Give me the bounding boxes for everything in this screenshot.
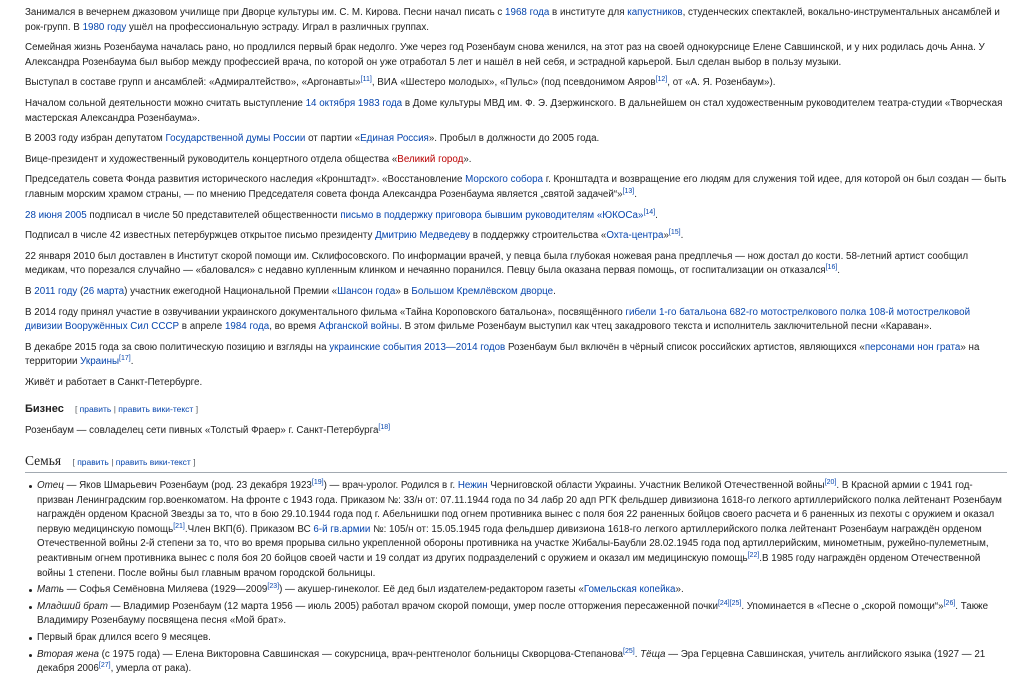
- text-run: , от «А. Я. Розенбаум»).: [667, 77, 776, 89]
- footnote-ref-sup: [312, 479, 324, 486]
- text-run: .: [634, 648, 641, 660]
- paragraph: [25, 285, 1007, 300]
- business-heading-text: Бизнес: [25, 403, 64, 416]
- text-run: (с 1975 года) — Елена Викторовна Савшинская — сокурсница, врач-рентгенолог больницы Скворцова-Степанова: [98, 648, 623, 660]
- text-run: в Доме культуры МВД им. Ф. Э. Дзержинского. В дальнейшем он стал художественным руководителем театра-студии «Творческая мастерская Александра Розенбаума».: [25, 97, 1003, 124]
- text-run: В декабре 2015 года за свою политическую позицию и взгляды на: [25, 341, 330, 353]
- text-run: в институте для: [549, 7, 628, 18]
- text-run: В 2014 году принял участие в озвучивании украинского документального фильма «Тайна Короповского батальона», посвящённого: [25, 306, 626, 318]
- business-edit-links: [ править | править вики-текст ]: [74, 404, 199, 415]
- paragraph: [25, 376, 1007, 391]
- text-run: в поддержку строительства «: [470, 230, 607, 242]
- footnote-ref[interactable]: [12]: [655, 76, 668, 84]
- article-link[interactable]: Морского собора: [465, 174, 544, 186]
- text-run: . Также Владимиру Розенбауму посвящена песня «Мой брат».: [37, 600, 989, 627]
- text-run: Занимался в вечернем джазовом училище при Дворце культуры им. С. М. Кирова. Песни начал писать с: [25, 7, 506, 18]
- family-list-item: [37, 600, 1007, 629]
- family-list: [25, 479, 1007, 677]
- family-list-item: [37, 648, 1007, 677]
- article-link[interactable]: Большом Кремлёвском дворце: [411, 285, 554, 297]
- paragraph: [25, 41, 1007, 70]
- article-link[interactable]: 28 июня: [25, 209, 63, 221]
- text-run: ) — акушер-гинеколог. Её дед был издателем-редактором газеты «: [279, 584, 584, 596]
- text-run: . Упоминается в «Песне о „скорой помощи“»: [741, 600, 944, 612]
- text-run: (: [77, 285, 84, 297]
- paragraph: [25, 76, 1007, 91]
- text-run: » на территории: [25, 341, 980, 368]
- text-run: » в: [395, 285, 412, 297]
- text-run: .: [655, 209, 658, 221]
- footnote-ref[interactable]: [11]: [360, 76, 372, 84]
- footnote-ref-sup: [944, 600, 956, 607]
- paragraph: [25, 173, 1007, 202]
- text-run: . В Красной армии с 1941 год-призван Ленинградским гор.военкоматом. На фронте с 1943 года. Приказом №: 33/н от: 07.11.1944 года по 34 лабр 20 адп РГК фельдшер дивизиона 1618-го легкого артиллерийского полка лейтенант Розенбаум награждён орденом Красной Звезды за то, что в бою 29.10.1944 года под г. Абельнишки под огнем противника вынес с поля боя 22 раненных бойцов своего расчета и 6 раненных из пехоты с оружием и оказал первую медицинскую помощь: [37, 480, 1002, 535]
- family-edit-link[interactable]: править: [77, 457, 109, 468]
- business-paragraph: Розенбаум — совладелец сети пивных «Толстый Фраер» г. Санкт-Петербурга[18]: [25, 424, 391, 437]
- text-run: , ВИА «Шестеро молодых», «Пульс» (под псевдонимом Аяров: [371, 77, 656, 89]
- article-link[interactable]: Вооружённых Сил СССР: [65, 321, 180, 333]
- text-run: »: [663, 230, 669, 242]
- text-run: — Яков Шмарьевич Розенбаум (род. 23 декабря 1923: [63, 480, 312, 492]
- article-link[interactable]: украинские события 2013—2014 годов: [329, 341, 506, 353]
- footnote-ref[interactable]: [25]: [729, 599, 742, 607]
- text-run: .В 1985 году награждён орденом Отечественной войны 1 степени. После войны был главным врачом городской больницы.: [37, 553, 981, 579]
- italic-text: Младший брат: [37, 600, 108, 612]
- text-run: ) участник ежегодной Национальной Премии «: [124, 285, 338, 297]
- footnote-ref-sup: [656, 76, 668, 83]
- business-heading: [25, 402, 1007, 416]
- footnote-ref[interactable]: [27]: [98, 662, 111, 670]
- text-run: Розенбаум был включён в чёрный список российских артистов, являющихся «: [505, 341, 865, 353]
- paragraph: [25, 229, 1007, 244]
- text-run: .: [634, 188, 637, 200]
- family-list-item: [37, 631, 1007, 646]
- footnote-ref-sup: [623, 188, 635, 195]
- business-edit-source-link[interactable]: править вики-текст: [118, 404, 194, 415]
- article-body: [25, 6, 1007, 679]
- footnote-ref-sup: [173, 523, 185, 530]
- text-run: , во время: [269, 321, 319, 333]
- family-list-item: [37, 583, 1007, 598]
- text-run: Семейная жизнь Розенбаума началась рано, но продлился первый брак недолго. Уже через год Розенбаум снова женился, на этот раз на своей однокурснице Елене Савшинской, и у них родилась дочь Анна. У Александра Розенбаума был выбор между профессией врача, по которой он уже отработал 5 лет и нашёл в ней себя, и эстрадной карьерой. Был сделан выбор в пользу музыки.: [25, 42, 985, 68]
- text-run: Подписал в числе 42 известных петербуржцев открытое письмо президенту: [25, 230, 376, 242]
- footnote-ref-sup: [267, 583, 279, 590]
- text-run: Началом сольной деятельности можно считать выступление: [25, 97, 306, 109]
- footnote-ref-sup: [748, 552, 760, 559]
- footnote-ref[interactable]: [17]: [119, 355, 131, 363]
- footnote-ref[interactable]: [16]: [825, 264, 838, 272]
- text-run: в апреле: [179, 321, 225, 333]
- text-run: Председатель совета Фонда развития исторического наследия «Кронштадт». «Восстановление: [25, 174, 466, 186]
- text-run: В: [25, 285, 35, 297]
- text-run: .: [680, 230, 684, 242]
- family-list-item: [37, 479, 1007, 581]
- text-run: — Софья Семёновна Миляева (1929—2009: [64, 584, 268, 596]
- footnote-ref-sup: [669, 229, 681, 236]
- article-link[interactable]: письмо в поддержку приговора бывшим руководителям «ЮКОСа»: [340, 209, 644, 221]
- text-run: , студенческих спектаклей, вокально-инструментальных ансамблей и рок-групп. В: [25, 7, 1000, 33]
- text-run: Первый брак длился всего 9 месяцев.: [37, 632, 211, 643]
- article-link[interactable]: капустников: [627, 7, 683, 18]
- italic-text: Мать: [37, 584, 65, 596]
- article-link[interactable]: Шансон года: [337, 285, 396, 297]
- article-link[interactable]: 2011 году: [34, 285, 78, 297]
- footnote-ref-sup: [730, 600, 742, 607]
- footnote-ref[interactable]: [24]: [717, 599, 730, 607]
- article-link[interactable]: 1980 году: [82, 21, 127, 33]
- family-heading-text: Семья: [25, 453, 62, 469]
- footnote-ref[interactable]: [13]: [622, 187, 635, 195]
- text-run: г. Кронштадта и возвращение его людям для служения той идее, для которой он был создан — быть главным морским храмом страны, — по мнению Председателя совета фонда Александра Розенбаума является „святой задачей“»: [25, 174, 1007, 200]
- article-link[interactable]: Охта-центра: [606, 230, 664, 242]
- text-run: — Эра Герцевна Савшинская, учитель английского языка (1927 — 21 декабря 2006: [37, 648, 986, 675]
- footnote-ref-sup: [623, 648, 635, 655]
- footnote-ref-sup: [825, 479, 837, 486]
- article-link[interactable]: 26 марта: [83, 285, 125, 297]
- family-heading: [25, 452, 1007, 473]
- family-edit-source-link[interactable]: править вики-текст: [115, 457, 191, 468]
- footnote-ref-sup: [99, 662, 111, 669]
- article-link[interactable]: 2005: [64, 209, 87, 221]
- article-link[interactable]: Государственной думы России: [165, 133, 306, 145]
- footnote-ref-sup: [826, 264, 838, 271]
- text-run: . В этом фильме Розенбаум выступил как чтец закадрового текста и исполнитель заключительной песни «Караван».: [399, 321, 932, 333]
- footnote-ref-sup: [718, 600, 730, 607]
- article-link[interactable]: Гомельская копейка: [583, 584, 676, 596]
- footnote-ref[interactable]: [19]: [311, 479, 324, 487]
- article-link[interactable]: 6-й гв.армии: [313, 523, 371, 535]
- article-link[interactable]: 14 октября: [305, 97, 356, 109]
- text-run: — Владимир Розенбаум (12 марта 1956 — июль 2005) работал врачом скорой помощи, умер после отторжения пересаженной почки: [107, 600, 718, 612]
- paragraph: [25, 6, 1007, 35]
- text-run: .: [553, 285, 556, 297]
- text-run: ».: [675, 584, 684, 596]
- footnote-ref[interactable]: [25]: [623, 647, 635, 655]
- text-run: Черниговской области Украины. Участник Великой Отечественной войны: [487, 480, 825, 492]
- text-run: .: [130, 356, 134, 368]
- text-run: Живёт и работает в Санкт-Петербурге.: [25, 376, 203, 388]
- footnote-ref[interactable]: [26]: [943, 599, 956, 607]
- footnote-ref[interactable]: [18]: [378, 424, 391, 432]
- text-run: ».: [463, 153, 472, 165]
- paragraph: [25, 132, 1007, 147]
- text-run: , умерла от рака).: [110, 663, 192, 675]
- text-run: подписал в числе 50 представителей общественности: [86, 209, 341, 221]
- text-run: от партии «: [305, 133, 361, 145]
- article-link[interactable]: Афганской войны: [318, 321, 400, 333]
- paragraph: [25, 209, 1007, 224]
- paragraph: [25, 97, 1007, 126]
- article-link[interactable]: Дмитрию Медведеву: [375, 230, 471, 242]
- text-run: ушёл на профессиональную эстраду. Играл в различных группах.: [126, 21, 430, 33]
- article-link[interactable]: 1968 года: [505, 7, 550, 18]
- text-run: №: 105/н от: 15.05.1945 года фельдшер дивизиона 1618-го легкого артиллерийского полка лейтенант Розенбаум награждён орденом Отечественной войны 2-й степени за то, что во время прорыва сильно укрепленной обороны противника на участке Жибалы-Баубли 28.02.1945 года под артиллерийским, минометным, ружейно-пулеметным, реактивным огнем противника вынес с поля боя 20 бойцов своей части и 19 солдат из других подразделений с оружием и оказал им медицинскую помощь: [37, 523, 989, 565]
- article-link[interactable]: персонами нон грата: [864, 341, 961, 353]
- paragraph: [25, 153, 1007, 168]
- paragraph: [25, 306, 1007, 335]
- footnote-ref[interactable]: [20]: [824, 479, 837, 487]
- article-link[interactable]: Нежин: [457, 480, 488, 492]
- paragraph: [25, 250, 1007, 279]
- missing-article-link[interactable]: Великий город: [397, 153, 464, 165]
- footnote-ref[interactable]: [23]: [267, 583, 280, 591]
- biography-paragraphs: [25, 6, 1007, 390]
- footnote-ref-sup: [643, 209, 655, 216]
- business-edit-link[interactable]: править: [79, 404, 112, 415]
- text-run: Вице-президент и художественный руководитель концертного отдела общества «: [25, 153, 398, 165]
- paragraph: [25, 341, 1007, 370]
- italic-text: Вторая жена: [37, 648, 99, 660]
- footnote-ref[interactable]: [21]: [173, 522, 185, 530]
- article-link[interactable]: Единая Россия: [360, 133, 429, 145]
- italic-text: Отец: [37, 480, 64, 492]
- text-run: .: [837, 265, 841, 277]
- text-run: ) — врач-уролог. Родился в г.: [323, 480, 458, 492]
- text-run: .Член ВКП(б). Приказом ВС: [184, 523, 314, 535]
- article-link[interactable]: гибели 1-го батальона 682-го мотострелкового полка 108-й мотострелковой дивизии: [25, 306, 971, 333]
- text-run: В 2003 году избран депутатом: [25, 133, 166, 145]
- footnote-ref-sup: [361, 76, 372, 83]
- footnote-ref[interactable]: [14]: [643, 208, 656, 216]
- text-run: 22 января 2010 был доставлен в Институт скорой помощи им. Склифосовского. По информации врачей, у певца была глубокая ножевая рана предплечья — нож достал до кости. 58-летний артист сообщил медикам, что порезался случайно — «баловался» с недавно купленным клинком и нечаянно поранился. Певцу была оказана первая помощь, от госпитализации он отказался: [25, 250, 969, 277]
- article-link[interactable]: Украины: [80, 356, 120, 368]
- footnote-ref-sup: [119, 355, 131, 362]
- text-run: Выступал в составе групп и ансамблей: «Адмиралтейство», «Аргонавты»: [25, 77, 361, 89]
- family-edit-links: [ править | править вики-текст ]: [72, 457, 196, 468]
- article-link[interactable]: 1984 года: [224, 321, 270, 333]
- footnote-ref[interactable]: [22]: [747, 552, 760, 560]
- footnote-ref[interactable]: [15]: [668, 229, 681, 237]
- article-link[interactable]: 1983 года: [357, 97, 403, 109]
- italic-text: Тёща: [640, 648, 666, 660]
- text-run: ». Пробыл в должности до 2005 года.: [428, 133, 600, 145]
